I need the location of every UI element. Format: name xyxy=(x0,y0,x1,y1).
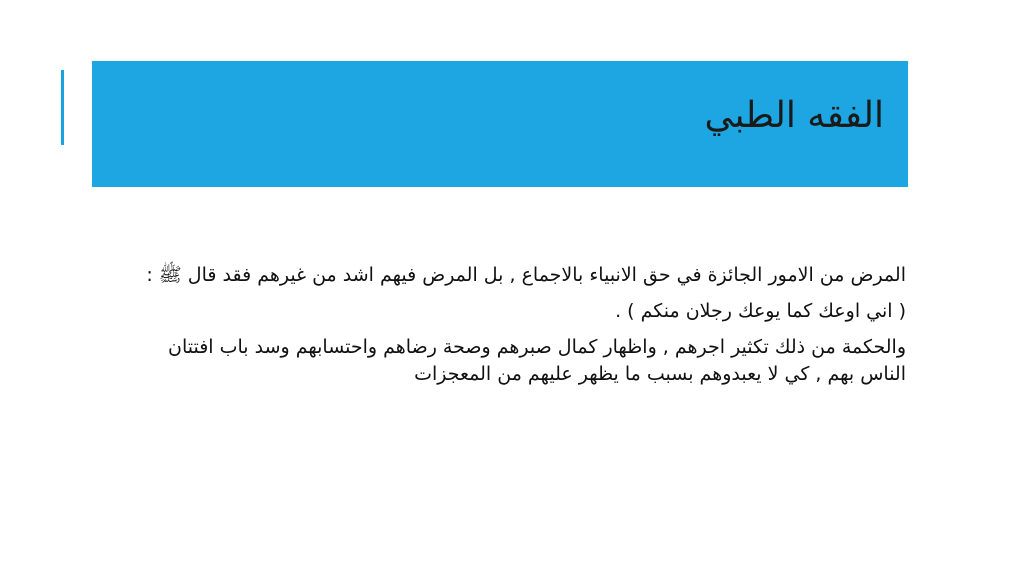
paragraph-1: المرض من الامور الجائزة في حق الانبياء بالاجماع , بل المرض فيهم اشد من غيرهم فقد قال ﷺ : xyxy=(146,264,906,286)
slide-body xyxy=(120,262,906,388)
slide-title: الفقه الطبي xyxy=(704,95,884,136)
title-band xyxy=(92,61,908,187)
paragraph-2: ( اني اوعك كما يوعك رجلان منكم ) . xyxy=(615,300,906,322)
paragraph-3: والحكمة من ذلك تكثير اجرهم , واظهار كمال صبرهم وصحة رضاهم واحتسابهم وسد باب افتتان الناس بهم , كي لا يعبدوهم بسبب ما يظهر عليهم من المعجزات xyxy=(168,336,906,385)
accent-bar xyxy=(61,70,64,145)
